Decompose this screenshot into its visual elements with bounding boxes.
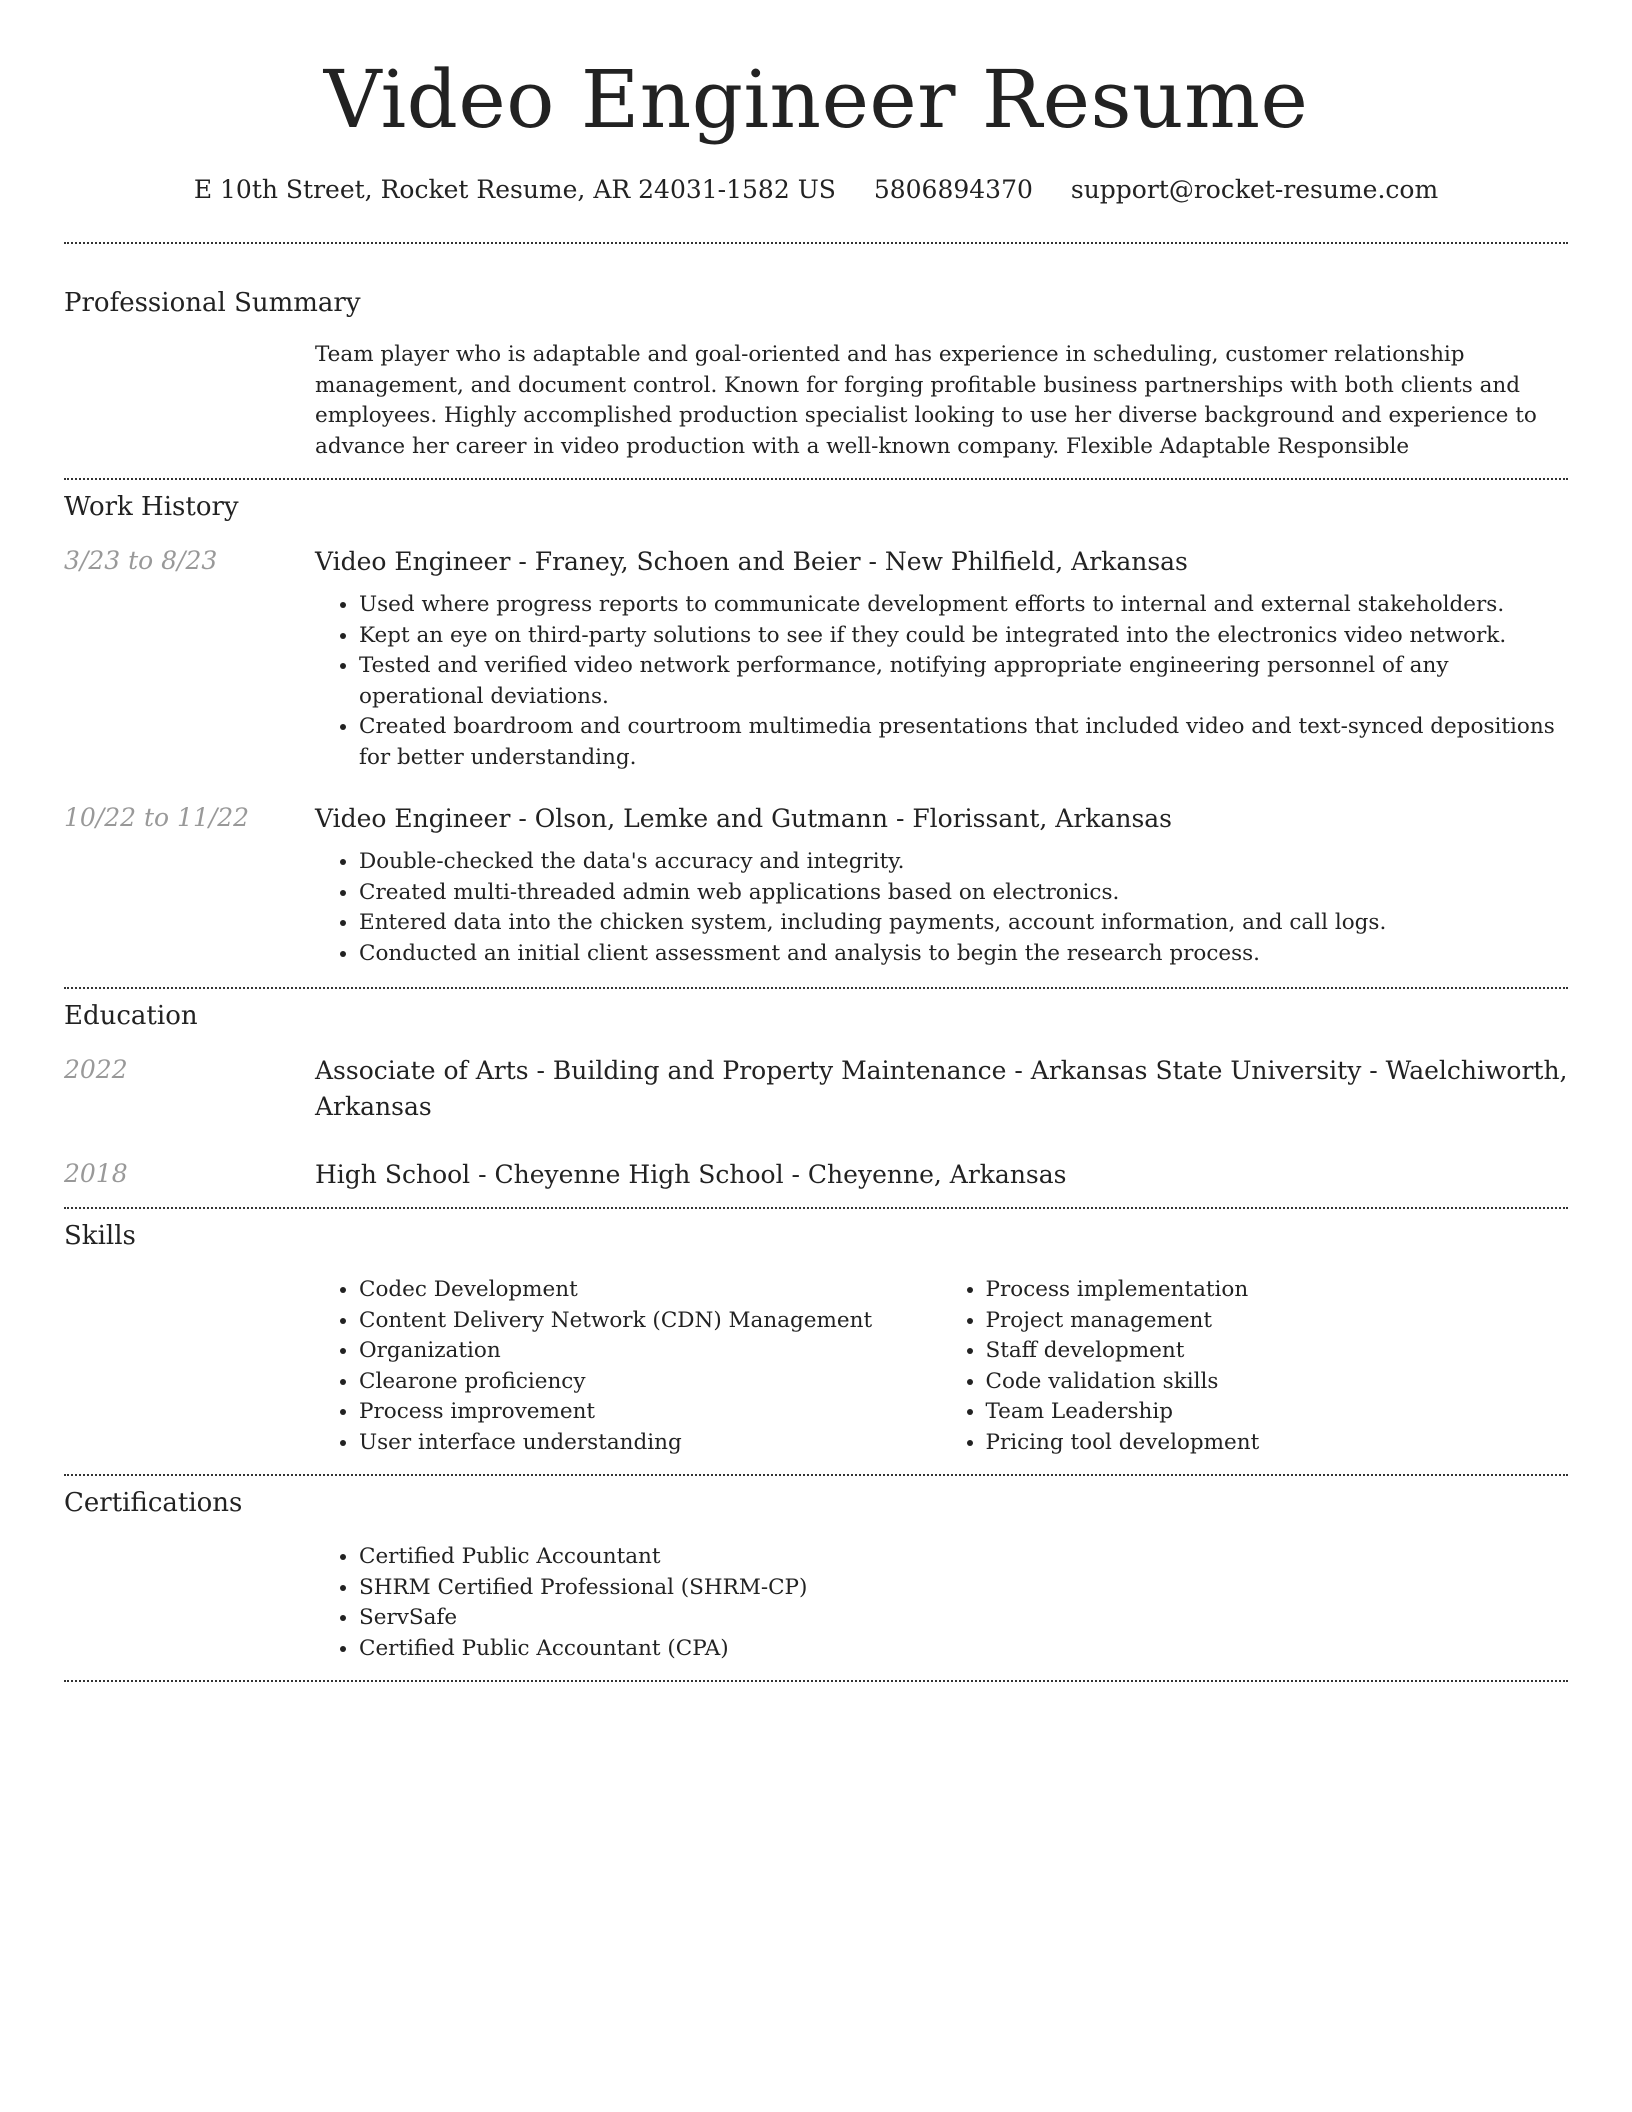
job-dates: 3/23 to 8/23 [64, 546, 218, 575]
divider [64, 987, 1568, 989]
education-year: 2018 [64, 1159, 128, 1188]
skills-section [64, 1219, 1568, 1458]
education-section [64, 999, 1568, 1193]
divider [64, 478, 1568, 480]
education-details: - Arkansas State University - Waelchiworth, Arkansas [315, 1056, 1568, 1121]
summary-section [64, 286, 1568, 462]
section-title-work: Work History [64, 492, 239, 522]
skills-list-left [315, 1275, 942, 1458]
contact-info [64, 174, 1568, 206]
list-item: • Created boardroom and courtroom multimedia presentations that included video and text-synced depositions for better understanding. [359, 712, 1568, 773]
education-degree: Associate of Arts - Building and Property Maintenance [315, 1056, 1007, 1085]
job-heading [315, 544, 1568, 580]
education-heading [315, 1157, 1568, 1193]
certification-item: • Certified Public Accountant [359, 1542, 1568, 1573]
skill-item: • User interface understanding [359, 1428, 942, 1459]
skill-item: • Process improvement [359, 1397, 942, 1428]
education-entry [64, 1053, 1568, 1125]
job-entry [64, 544, 1568, 773]
job-dates: 10/22 to 11/22 [64, 803, 250, 832]
list-item: • Conducted an initial client assessment and analysis to begin the research process. [359, 939, 1568, 970]
list-item: • Used where progress reports to communicate development efforts to internal and external stakeholders. [359, 590, 1568, 621]
job-details: - Olson, Lemke and Gutmann - Florissant, Arkansas [510, 804, 1173, 833]
divider [64, 1474, 1568, 1476]
section-title-education: Education [64, 1001, 198, 1031]
certifications-list [315, 1542, 1568, 1664]
skill-item: • Code validation skills [986, 1367, 1569, 1398]
summary-text: Team player who is adaptable and goal-oriented and has experience in scheduling, customer relationship management, and document control. Known for forging profitable business partnerships with both clients and employees. Highly accomplished production specialist looking to use her diverse background and experience to advance her career in video production with a well-known company. Flexible Adaptable Responsible [315, 342, 1537, 459]
certification-item: • ServSafe [359, 1603, 1568, 1634]
list-item: • Entered data into the chicken system, including payments, account information, and call logs. [359, 908, 1568, 939]
job-title: Video Engineer [315, 547, 511, 576]
contact-email: support@rocket-resume.com [1070, 175, 1439, 204]
certifications-section [64, 1486, 1568, 1664]
contact-phone: 5806894370 [873, 175, 1033, 204]
skill-item: • Staff development [986, 1336, 1569, 1367]
section-title-certifications: Certifications [64, 1488, 243, 1518]
skill-item: • Pricing tool development [986, 1428, 1569, 1459]
section-title-summary: Professional Summary [64, 288, 361, 318]
work-history-section [64, 490, 1568, 969]
divider [64, 1207, 1568, 1209]
list-item: • Double-checked the data's accuracy and integrity. [359, 847, 1568, 878]
skill-item: • Organization [359, 1336, 942, 1367]
education-entry [64, 1157, 1568, 1193]
education-degree: High School [315, 1160, 471, 1189]
divider [64, 242, 1568, 244]
list-item: • Kept an eye on third-party solutions to see if they could be integrated into the electronics video network. [359, 621, 1568, 652]
divider [64, 1680, 1568, 1682]
education-details: - Cheyenne High School - Cheyenne, Arkansas [470, 1160, 1067, 1189]
certification-item: • Certified Public Accountant (CPA) [359, 1634, 1568, 1665]
education-heading [315, 1053, 1568, 1125]
skills-list-right [942, 1275, 1569, 1458]
page-title: Video Engineer Resume [323, 53, 1309, 146]
job-bullets [315, 847, 1568, 969]
list-item: • Created multi-threaded admin web applications based on electronics. [359, 878, 1568, 909]
skill-item: • Team Leadership [986, 1397, 1569, 1428]
section-title-skills: Skills [64, 1221, 136, 1251]
skill-item: • Clearone proficiency [359, 1367, 942, 1398]
skill-item: • Content Delivery Network (CDN) Management [359, 1306, 942, 1337]
certification-item: • SHRM Certified Professional (SHRM-CP) [359, 1573, 1568, 1604]
job-title: Video Engineer [315, 804, 511, 833]
skill-item: • Project management [986, 1306, 1569, 1337]
job-heading [315, 801, 1568, 837]
job-entry [64, 801, 1568, 969]
skill-item: • Codec Development [359, 1275, 942, 1306]
education-year: 2022 [64, 1055, 128, 1084]
contact-address: E 10th Street, Rocket Resume, AR 24031-1582 US [193, 175, 836, 204]
resume-page [64, 0, 1568, 1682]
list-item: • Tested and verified video network performance, notifying appropriate engineering personnel of any operational deviations. [359, 651, 1568, 712]
skill-item: • Process implementation [986, 1275, 1569, 1306]
job-details: - Franey, Schoen and Beier - New Philfield, Arkansas [510, 547, 1188, 576]
job-bullets [315, 590, 1568, 773]
